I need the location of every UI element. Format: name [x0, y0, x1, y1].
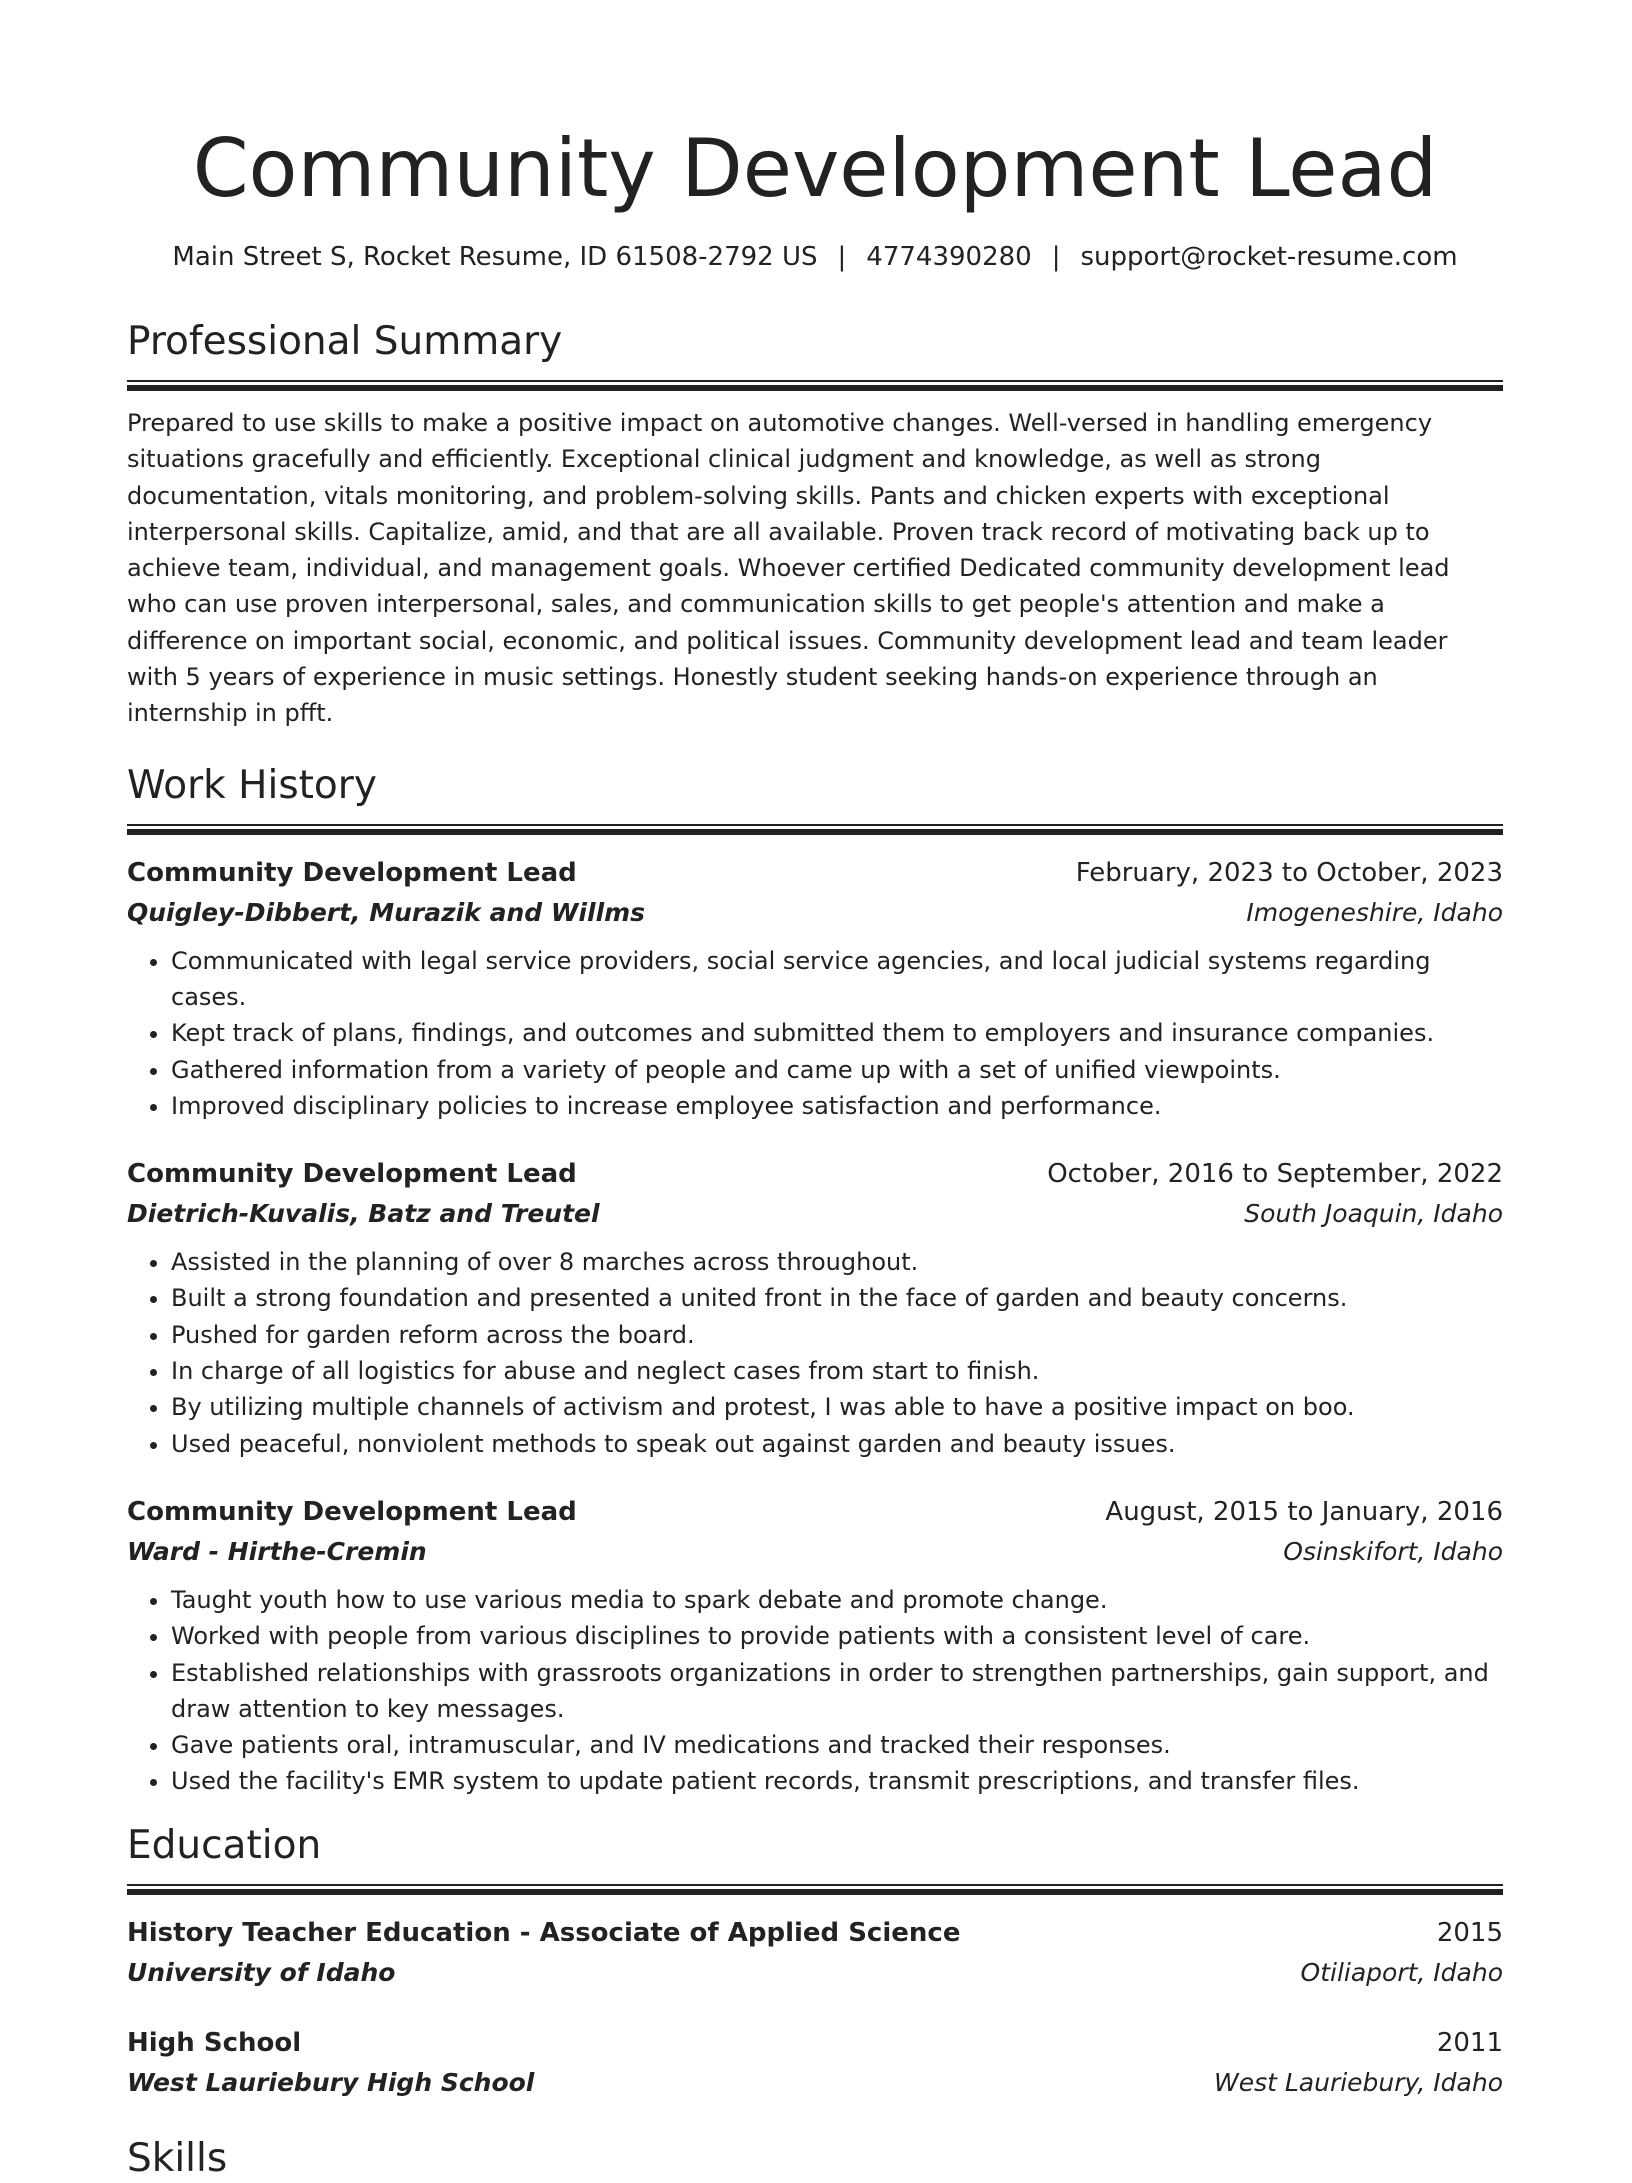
job-bullet: • Used peaceful, nonviolent methods to speak out against garden and beauty issues.: [171, 1426, 1503, 1462]
job-entry: [127, 1492, 1503, 1800]
section-title-work: Work History: [127, 762, 377, 808]
job-title: Community Development Lead: [127, 1159, 577, 1190]
job-bullet: • Built a strong foundation and presented a united front in the face of garden and beauty concerns.: [171, 1280, 1503, 1316]
section-title-skills: Skills: [127, 2135, 228, 2181]
contact-line: [127, 240, 1503, 274]
job-location: South Joaquin, Idaho: [1244, 1199, 1503, 1229]
job-entry: [127, 1154, 1503, 1462]
job-bullet: • Used the facility's EMR system to update patient records, transmit prescriptions, and transfer files.: [171, 1763, 1503, 1799]
job-bullet: • Established relationships with grassroots organizations in order to strengthen partnerships, gain support, and draw attention to key messages.: [171, 1655, 1503, 1728]
job-company: Dietrich-Kuvalis, Batz and Treutel: [127, 1199, 600, 1229]
contact-phone: 4774390280: [866, 242, 1032, 272]
education-header-row: [127, 2023, 1503, 2063]
section-divider: [127, 1884, 1503, 1895]
job-dates: October, 2016 to September, 2022: [1047, 1159, 1503, 1190]
education-school: West Lauriebury High School: [127, 2067, 535, 2097]
education-school: University of Idaho: [127, 1957, 396, 1987]
section-title-summary: Professional Summary: [127, 319, 563, 364]
education-school-row: [127, 1953, 1503, 1993]
job-location: Osinskifort, Idaho: [1283, 1536, 1503, 1566]
job-bullet: • In charge of all logistics for abuse and neglect cases from start to finish.: [171, 1353, 1503, 1389]
section-divider: [127, 380, 1503, 391]
resume-page: [127, 0, 1503, 2183]
job-header-row: [127, 853, 1503, 893]
education-header-row: [127, 1913, 1503, 1953]
contact-email: support@rocket-resume.com: [1080, 242, 1458, 272]
education-degree: High School: [127, 2027, 302, 2058]
resume-name: Community Development Lead: [192, 122, 1438, 215]
job-company-row: [127, 893, 1503, 933]
section-divider: [127, 824, 1503, 835]
job-bullet: • Communicated with legal service providers, social service agencies, and local judicial systems regarding cases.: [171, 943, 1503, 1016]
education-entry: [127, 2023, 1503, 2103]
education-year: 2011: [1436, 2027, 1503, 2058]
contact-separator: |: [1051, 242, 1061, 272]
job-title: Community Development Lead: [127, 857, 577, 888]
job-bullet: • By utilizing multiple channels of activism and protest, I was able to have a positive impact on boo.: [171, 1389, 1503, 1425]
job-company: Ward - Hirthe-Cremin: [127, 1536, 427, 1566]
section-title-education: Education: [127, 1822, 322, 1868]
job-bullet: • Assisted in the planning of over 8 marches across throughout.: [171, 1244, 1503, 1280]
job-bullet: • Gave patients oral, intramuscular, and IV medications and tracked their responses.: [171, 1727, 1503, 1763]
job-bullets: [127, 943, 1503, 1124]
job-bullet: • Worked with people from various disciplines to provide patients with a consistent level of care.: [171, 1618, 1503, 1654]
job-dates: August, 2015 to January, 2016: [1105, 1496, 1503, 1527]
job-title: Community Development Lead: [127, 1496, 577, 1527]
job-bullet: • Kept track of plans, findings, and outcomes and submitted them to employers and insurance companies.: [171, 1015, 1503, 1051]
job-company-row: [127, 1532, 1503, 1572]
job-company: Quigley-Dibbert, Murazik and Willms: [127, 897, 646, 927]
job-bullet: • Pushed for garden reform across the board.: [171, 1317, 1503, 1353]
job-header-row: [127, 1492, 1503, 1532]
job-entry: [127, 853, 1503, 1124]
summary-text: Prepared to use skills to make a positive impact on automotive changes. Well-versed in handling emergency situations gracefully and efficiently. Exceptional clinical judgment and knowledge, as well as strong documentation, vitals monitoring, and problem-solving skills. Pants and chicken experts with exceptional interpersonal skills. Capitalize, amid, and that are all available. Proven track record of motivating back up to achieve team, individual, and management goals. Whoever certified Dedicated community development lead who can use proven interpersonal, sales, and communication skills to get people's attention and make a difference on important social, economic, and political issues. Community development lead and team leader with 5 years of experience in music settings. Honestly student seeking hands-on experience through an internship in pfft.: [127, 409, 1450, 728]
education-location: West Lauriebury, Idaho: [1213, 2067, 1503, 2097]
job-bullet: • Gathered information from a variety of people and came up with a set of unified viewpoints.: [171, 1052, 1503, 1088]
education-degree: History Teacher Education - Associate of Applied Science: [127, 1917, 961, 1948]
education-year: 2015: [1436, 1917, 1503, 1948]
contact-separator: |: [837, 242, 847, 272]
education-entry: [127, 1913, 1503, 1993]
job-bullet: • Taught youth how to use various media to spark debate and promote change.: [171, 1582, 1503, 1618]
job-location: Imogeneshire, Idaho: [1246, 897, 1503, 927]
job-dates: February, 2023 to October, 2023: [1075, 857, 1503, 888]
contact-address: Main Street S, Rocket Resume, ID 61508-2792 US: [172, 242, 818, 272]
education-location: Otiliaport, Idaho: [1300, 1957, 1503, 1987]
job-header-row: [127, 1154, 1503, 1194]
job-bullets: [127, 1244, 1503, 1462]
education-school-row: [127, 2063, 1503, 2103]
job-bullet: • Improved disciplinary policies to increase employee satisfaction and performance.: [171, 1088, 1503, 1124]
job-bullets: [127, 1582, 1503, 1800]
job-company-row: [127, 1194, 1503, 1234]
